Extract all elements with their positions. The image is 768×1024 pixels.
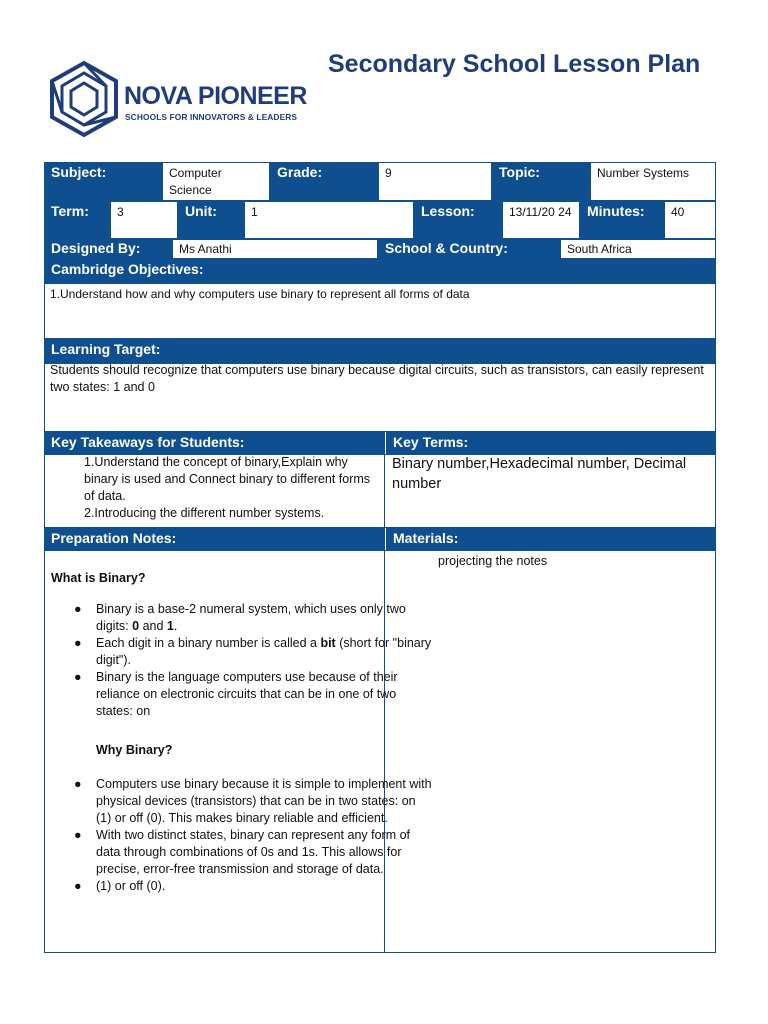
designed-by-value: Ms Anathi bbox=[172, 239, 378, 259]
list-item bbox=[74, 776, 434, 827]
minutes-label: Minutes: bbox=[580, 201, 664, 239]
term-label: Term: bbox=[44, 201, 110, 239]
key-takeaways-text: 1.Understand the concept of binary,Explain why binary is used and Connect binary to different forms of data. 2.Introducing the different number systems. bbox=[84, 455, 371, 520]
learning-target-text: Students should recognize that computers use binary because digital circuits, such as transistors, can easily represent two states: 1 and 0 bbox=[50, 363, 704, 394]
what-is-binary-list bbox=[44, 601, 434, 720]
subject-label: Subject: bbox=[44, 162, 162, 201]
unit-value: 1 bbox=[244, 201, 414, 239]
bullet-icon: ● bbox=[74, 670, 82, 684]
bold-zero: 0 bbox=[132, 619, 140, 633]
bullet-text: (short for "binary digit"). bbox=[96, 636, 432, 667]
key-terms-text: Binary number,Hexadecimal number, Decimal number bbox=[392, 456, 687, 492]
bullet-icon: ● bbox=[74, 777, 82, 791]
bullet-icon: ● bbox=[74, 602, 82, 616]
page-title: Secondary School Lesson Plan bbox=[328, 50, 701, 78]
why-binary-list bbox=[44, 776, 434, 895]
why-binary-heading: Why Binary? bbox=[96, 743, 173, 757]
school-country-value: South Africa bbox=[560, 239, 716, 259]
bullet-text: Binary is a base-2 numeral system, which uses only two digits: bbox=[96, 602, 406, 633]
bullet-icon: ● bbox=[74, 828, 82, 842]
bold-bit: bit bbox=[320, 636, 336, 650]
bullet-text: . bbox=[173, 619, 178, 633]
key-takeaways-header: Key Takeaways for Students: bbox=[44, 432, 385, 454]
bullet-icon: ● bbox=[74, 636, 82, 650]
cambridge-objectives-header: Cambridge Objectives: bbox=[44, 259, 716, 283]
topic-label: Topic: bbox=[492, 162, 590, 201]
bold-one: 1 bbox=[166, 619, 174, 633]
grade-value: 9 bbox=[378, 162, 492, 201]
cambridge-objectives-text: 1.Understand how and why computers use binary to represent all forms of data bbox=[50, 287, 470, 301]
grade-label: Grade: bbox=[270, 162, 378, 201]
topic-value: Number Systems bbox=[590, 162, 716, 201]
bullet-text: Each digit in a binary number is called a bbox=[96, 636, 321, 650]
bullet-icon: ● bbox=[74, 879, 82, 893]
school-logo bbox=[44, 56, 316, 142]
bullet-text: With two distinct states, binary can represent any form of data through combinations of 0s and 1s. This allows for precise, error-free transmission and storage of data. bbox=[96, 828, 411, 876]
learning-target-header: Learning Target: bbox=[44, 339, 716, 363]
materials-text: projecting the notes bbox=[438, 554, 548, 568]
list-item bbox=[74, 878, 434, 895]
brand-tagline: SCHOOLS FOR INNOVATORS & LEADERS bbox=[125, 112, 298, 122]
designed-by-label: Designed By: bbox=[44, 239, 172, 259]
bullet-text: Computers use binary because it is simple to implement with physical devices (transistors) that can be in two states: on (1) or off (0). This makes binary reliable and efficient. bbox=[96, 777, 432, 825]
list-item bbox=[74, 827, 434, 878]
preparation-notes-header: Preparation Notes: bbox=[44, 528, 385, 550]
lesson-value: 13/11/20 24 bbox=[502, 201, 580, 239]
list-item bbox=[74, 669, 434, 720]
bullet-text: Binary is the language computers use because of their reliance on electronic circuits that can be in one of two states: on bbox=[96, 670, 398, 718]
unit-label: Unit: bbox=[178, 201, 244, 239]
subject-value: Computer Science bbox=[162, 162, 270, 201]
list-item bbox=[74, 601, 434, 635]
lesson-label: Lesson: bbox=[414, 201, 502, 239]
what-is-binary-heading: What is Binary? bbox=[51, 571, 146, 585]
materials-header: Materials: bbox=[385, 528, 716, 550]
lesson-plan-table bbox=[44, 162, 716, 953]
minutes-value: 40 bbox=[664, 201, 716, 239]
school-country-label: School & Country: bbox=[378, 239, 560, 259]
list-item bbox=[74, 635, 434, 669]
key-terms-header: Key Terms: bbox=[385, 432, 716, 454]
bullet-text: and bbox=[139, 619, 167, 633]
bullet-text: (1) or off (0). bbox=[96, 879, 166, 893]
brand-name: NOVA PIONEER bbox=[124, 82, 307, 110]
term-value: 3 bbox=[110, 201, 178, 239]
nova-pioneer-logo-icon bbox=[48, 60, 120, 138]
